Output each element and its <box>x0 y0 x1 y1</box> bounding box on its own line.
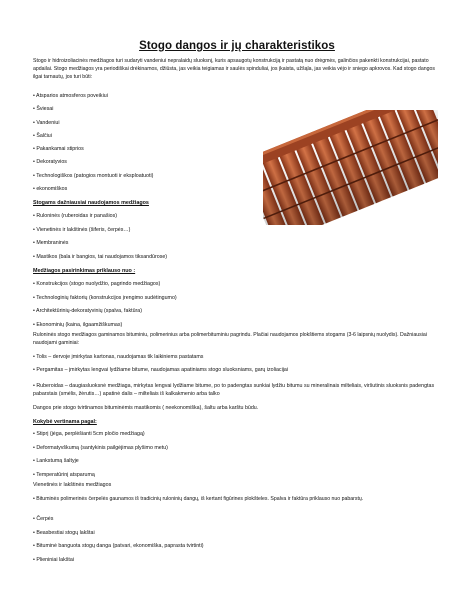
list-item: • Tolis – dervoje įmirkytas kartonas, naudojamas tik laikiniems pastatams <box>33 354 204 360</box>
roof-tile-photo <box>263 110 438 225</box>
list-item: • Atsparios atmosferos poveikiui <box>33 93 108 99</box>
section-heading-materials: Stogams dažniausiai naudojamos medžiagos <box>33 200 149 206</box>
properties-list <box>33 94 248 200</box>
choice-list <box>33 281 177 335</box>
list-item: • Technologiškos (patogios montuoti ir eksploatuoti) <box>33 172 154 179</box>
rolled-materials-paragraph: Ruloninės stogo medžiagos gaminamos bituminiu, polimerinius arba polimerbituminiu pagrindu. Plačiai naudojamos plokštiems stogams (3-6 laipsnių nuolydis). Dažniausiai naudojami gaminiai: <box>33 332 427 346</box>
intro-paragraph: Stogo ir hidroizoliacinės medžiagos turi sudaryti vandeniui nepralaidų sluoksnį, kuris apsaugotų konstrukciją ir pastatą nuo drėgmės, galinčios pakenkti konstrukcijai, pastato apdailai. Stogo medžiagos yra periodiškai drėkinamos, džiūsta, jas veikia teigiamas ir saulės spinduliai, jos įkaista, užšąla, jas veikia vėjo ir sniego apkrovos. Kad stogo dangos ilgai tarnautų, jos turi būti: <box>33 58 435 81</box>
section-heading-quality: Kokybė vertinama pagal: <box>33 419 97 425</box>
page-title: Stogo dangos ir jų charakteristikos <box>139 40 335 52</box>
list-item: • Pergamitas – įmirkytas lengvai lydžiame bitume, naudojamas apatiniams stogo sluoksniams, garų izoliacijai <box>33 367 289 374</box>
list-item: • ekonomiškos <box>33 186 68 193</box>
list-item: • Ruloninės (ruberoidas ir panašios) <box>33 213 117 219</box>
list-item: • Lankstumą šaltyje <box>33 458 79 465</box>
list-item: • Plieniniai lakštai <box>33 556 75 563</box>
list-item: • Deformatyvškumą (santykinis pailgėjimas plyšimo metu) <box>33 444 168 451</box>
list-item: • Pakankamai stiprios <box>33 146 84 153</box>
list-item: • Technologinių faktorių (konstrukcijos įrengimo sudėtingumo) <box>33 294 177 301</box>
list-item: • Vandeniui <box>33 119 60 126</box>
list-item: • Čerpės <box>33 516 54 522</box>
section-heading-sheet: Vienetinės ir lakštinės medžiagos <box>33 482 112 488</box>
list-item: • Ekonominių (kaina, ilgaamžiškumas) <box>33 321 123 328</box>
sheet-intro-item: • Bituminės polimerinės čerpelės gaunamos iš tradicinių ruloninių dangų, iš kertant figūrines plokšteles. Spalva ir faktūra priklauso nuo pabarstų. <box>33 496 364 502</box>
list-item: • Membraninės <box>33 240 69 247</box>
list-item: • Mastikos (bala ir bangios, tai naudojamos tiksandūrose) <box>33 253 168 260</box>
list-item: • Vienetinės ir lakštinės (šiferis, čerpės…) <box>33 226 131 233</box>
list-item: • Beasbestiai stogų lakštai <box>33 529 95 536</box>
products-list <box>33 354 442 406</box>
materials-list <box>33 213 167 267</box>
list-item: • Dekoratyvios <box>33 159 67 166</box>
section-heading-choice: Medžiagos pasirinkimas priklauso nuo : <box>33 268 136 274</box>
list-item: • Konstrukcijos (stogo nuolydžio, pagrindo medžiagos) <box>33 281 161 287</box>
list-item: • Temperatūrinį atsparumą <box>33 471 95 478</box>
list-item: • Šviesai <box>33 106 54 113</box>
mastic-note: Dangos prie stogo tvirtinamos bituminėmis mastikomis ( neekonomiška), šaltu arba karštu būdu. <box>33 405 259 411</box>
list-item: • Šalčiui <box>33 132 52 139</box>
quality-list <box>33 431 168 485</box>
list-item: • Architektūrinių-dekoratyvinių (spalva, faktūra) <box>33 308 143 315</box>
list-item: • Bituminė banguota stogų danga (patvari, ekonomiška, paprasta tvirtinti) <box>33 543 204 550</box>
list-item: • Ruberoidas – daugiasluoksnė medžiaga, mirkytas lengvai lydžiame bitume, po to padengtas sunkiai lydžiu bitumu su mineralinais milteliais, viršutinis sluoksnis padengtas pabarstais (smėlis, žėrutis…) apatinė dalis – milteliais iš kalkakmenio arba talko <box>33 382 435 397</box>
sheet-list <box>33 516 204 570</box>
list-item: • Stiprį (jėga, perplėšianti 5cm pločio medžiagą) <box>33 431 145 437</box>
